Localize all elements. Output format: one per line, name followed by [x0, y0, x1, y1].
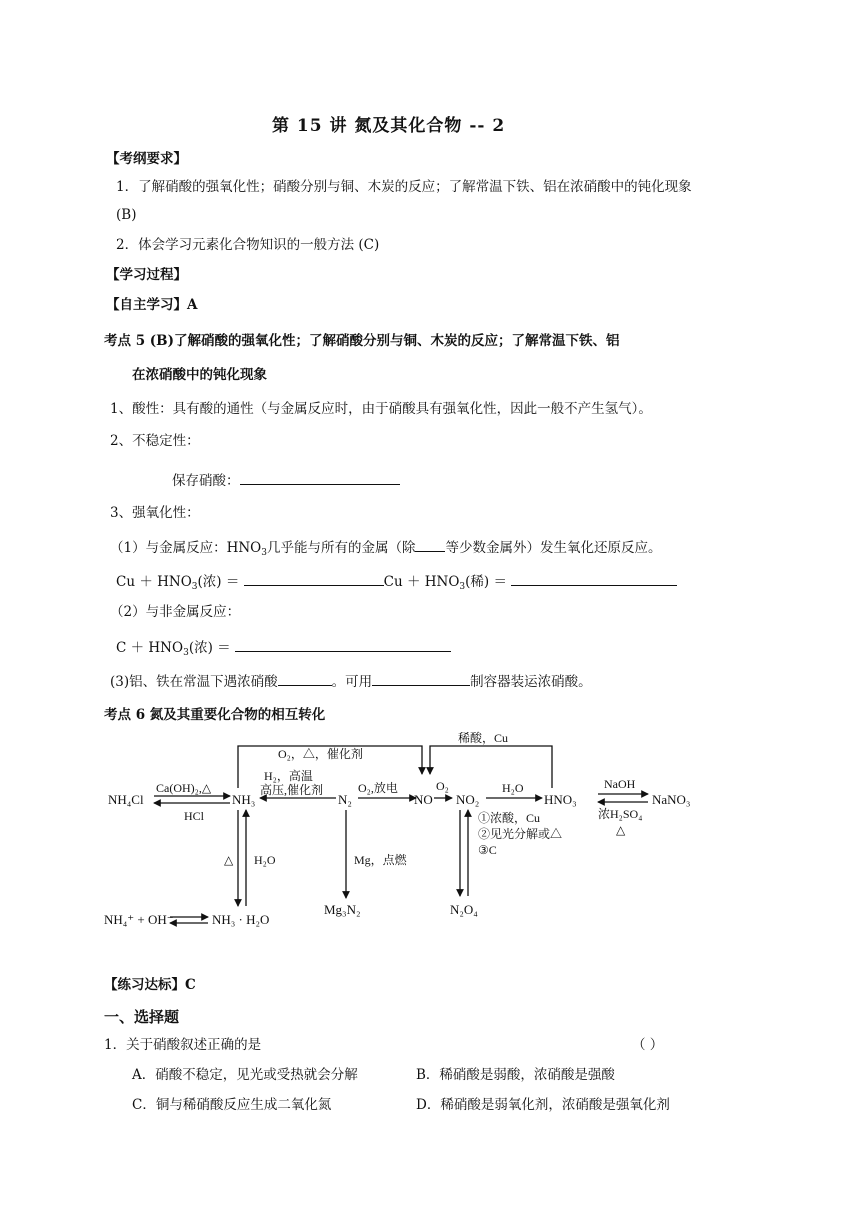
section-choice-heading: 一、选择题: [104, 1008, 180, 1026]
label-light-decomp: ②见光分解或△: [478, 827, 563, 841]
metal-reaction-line: [110, 537, 661, 557]
q1-option-b[interactable]: B．稀硝酸是弱酸，浓硝酸是强酸: [416, 1067, 615, 1083]
nonmetal-line: （2）与非金属反应：: [110, 604, 241, 620]
syllabus-item-2: 2．体会学习元素化合物知识的一般方法 (C): [116, 237, 380, 253]
metal-exception-blank[interactable]: [415, 537, 445, 552]
process-heading: 【学习过程】: [106, 267, 187, 283]
species-nh4cl: NH₄Cl: [108, 792, 144, 807]
label-carbon: ③C: [478, 843, 497, 857]
carbon-blank[interactable]: [235, 637, 451, 652]
oxidizing-line: 3、强氧化性：: [110, 505, 200, 521]
q1-stem: 1．关于硝酸叙述正确的是: [104, 1037, 262, 1053]
label-conc-acid-cu: ①浓酸，Cu: [478, 811, 541, 825]
cu-dil-sub: 3: [459, 582, 466, 592]
cu-dil-text: Cu ＋ HNO: [383, 574, 460, 590]
syllabus-item-1: 1．了解硝酸的强氧化性；硝酸分别与铜、木炭的反应；了解常温下铁、铝在浓硝酸中的钝化现象: [116, 179, 692, 195]
cu-dil-eq: (稀) ＝: [465, 574, 512, 590]
passiv-text-2: 。可用: [331, 674, 373, 690]
metal-text-2: 几乎能与所有的金属（除: [266, 540, 416, 556]
cu-conc-eq: (浓) ＝: [197, 574, 244, 590]
species-nh3-h2o: NH₃ · H₂O: [212, 912, 270, 927]
page-title: 第 15 讲 氮及其化合物 -- 2: [272, 116, 506, 136]
cu-conc-blank[interactable]: [244, 571, 384, 586]
label-o2-spark: O₂,放电: [358, 781, 398, 795]
species-hno3: HNO₃: [544, 792, 577, 807]
carbon-eq: (浓) ＝: [188, 640, 235, 656]
point5-heading: 考点 5 (B)了解硝酸的强氧化性；了解硝酸分别与铜、木炭的反应；了解常温下铁、铝: [104, 333, 620, 349]
species-n2: N₂: [338, 792, 352, 807]
carbon-equation-line: [116, 637, 451, 657]
storage-blank[interactable]: [240, 470, 400, 485]
storage-line: [172, 470, 400, 490]
practice-heading: 【练习达标】C: [104, 977, 196, 993]
species-n2o4: N₂O₄: [450, 902, 478, 917]
species-no2: NO₂: [456, 792, 480, 807]
cu-conc-text: Cu ＋ HNO: [116, 574, 192, 590]
label-o2: O₂: [436, 779, 449, 793]
label-h2o-top: H₂O: [502, 781, 524, 795]
passivation-line: [110, 671, 592, 691]
label-caoh2: Ca(OH)₂,△: [156, 781, 212, 795]
species-no: NO: [414, 792, 433, 807]
label-delta-right: △: [616, 823, 626, 837]
label-o2-catalyst: O₂，△，催化剂: [278, 747, 363, 761]
passiv-blank-1[interactable]: [278, 671, 332, 686]
storage-label: 保存硝酸：: [172, 473, 240, 489]
species-mg3n2: Mg₃N₂: [324, 902, 361, 917]
passiv-text-3: 制容器装运浓硝酸。: [470, 674, 592, 690]
point5-heading-cont: 在浓硝酸中的钝化现象: [132, 367, 267, 383]
label-h2-hightemp: H₂，高温: [264, 769, 313, 783]
q1-option-d[interactable]: D．稀硝酸是弱氧化剂，浓硝酸是强氧化剂: [416, 1097, 670, 1113]
instability-line: 2、不稳定性：: [110, 433, 200, 449]
carbon-text: C ＋ HNO: [116, 640, 184, 656]
species-nh3: NH₃: [232, 792, 256, 807]
carbon-sub: 3: [183, 648, 189, 658]
metal-text-1: （1）与金属反应：HNO: [110, 540, 262, 556]
label-conc-h2so4: 浓H₂SO₄: [598, 807, 643, 821]
point6-heading: 考点 6 氮及其重要化合物的相互转化: [104, 707, 326, 723]
syllabus-item-1-level: (B): [116, 207, 137, 223]
q1-answer-paren[interactable]: （ ）: [632, 1037, 664, 1053]
passiv-text-1: (3)铝、铁在常温下遇浓硝酸: [110, 674, 278, 690]
nitrogen-conversion-diagram: [104, 726, 704, 931]
cu-dil-blank[interactable]: [511, 571, 677, 586]
label-hcl: HCl: [184, 809, 205, 823]
label-naoh: NaOH: [604, 777, 636, 791]
metal-sub: 3: [261, 548, 267, 558]
species-nano3: NaNO₃: [652, 792, 691, 807]
syllabus-heading: 【考纲要求】: [106, 151, 187, 167]
q1-option-c[interactable]: C．铜与稀硝酸反应生成二氧化氮: [132, 1097, 332, 1113]
cu-conc-sub: 3: [191, 582, 198, 592]
label-dilute-acid-cu: 稀酸，Cu: [458, 731, 509, 745]
species-nh4-oh: NH₄⁺ + OH⁻: [104, 912, 174, 927]
label-highpressure-catalyst: 高压,催化剂: [260, 783, 324, 797]
metal-text-3: 等少数金属外）发生氧化还原反应。: [445, 540, 662, 556]
cu-equations-line: [116, 571, 677, 591]
label-delta-left: △: [224, 853, 234, 867]
self-study-heading: 【自主学习】A: [106, 297, 198, 313]
label-mg-ignite: Mg，点燃: [354, 853, 407, 867]
label-h2o-vertical: H₂O: [254, 853, 276, 867]
passiv-blank-2[interactable]: [372, 671, 470, 686]
acidity-line: 1、酸性：具有酸的通性（与金属反应时，由于硝酸具有强氧化性，因此一般不产生氢气）。: [110, 401, 652, 417]
q1-option-a[interactable]: A．硝酸不稳定，见光或受热就会分解: [132, 1067, 358, 1083]
